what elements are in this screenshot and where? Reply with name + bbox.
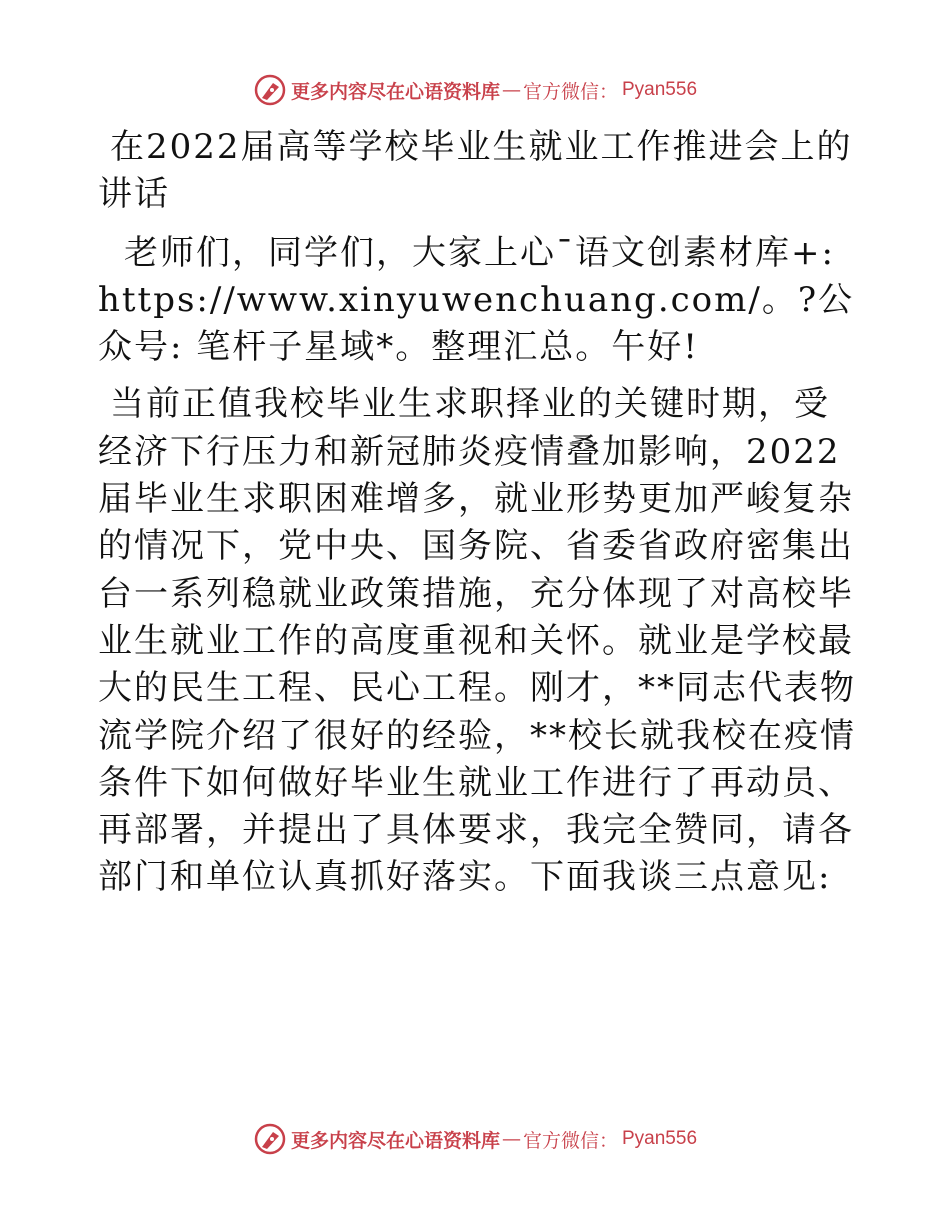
banner-wechat-label: 官方微信： — [522, 1129, 618, 1152]
banner-wechat-label: 官方微信： — [522, 80, 618, 103]
banner-separator: — — [501, 79, 521, 101]
greeting-paragraph: 老师们，同学们，大家上心¯语文创素材库+: https://www.xinyuwenchuang.com/。?公众号: 笔杆子星域*。整理汇总。午好! — [98, 232, 855, 368]
footer-banner — [0, 1119, 950, 1159]
banner-brand-text: 更多内容尽在心语资料库 — [290, 1129, 500, 1152]
document-body — [98, 124, 858, 902]
pen-nib-logo-icon — [253, 73, 287, 107]
pen-nib-logo-icon — [253, 1122, 287, 1156]
banner-wechat-id: Pyan556 — [622, 1128, 698, 1149]
header-banner — [0, 70, 950, 110]
banner-wechat-id: Pyan556 — [622, 79, 698, 100]
document-title: 在2022届高等学校毕业生就业工作推进会上的讲话 — [98, 127, 853, 215]
banner-brand-text: 更多内容尽在心语资料库 — [290, 80, 500, 103]
body-paragraph: 当前正值我校毕业生求职择业的关键时期，受经济下行压力和新冠肺炎疫情叠加影响，2022届毕业生求职困难增多，就业形势更加严峻复杂的情况下，党中央、国务院、省委省政府密集出台一系列稳就业政策措施，充分体现了对高校毕业生就业工作的高度重视和关怀。就业是学校最大的民生工程、民心工程。刚才，**同志代表物流学院介绍了很好的经验，**校长就我校在疫情条件下如何做好毕业生就业工作进行了再动员、再部署，并提出了具体要求，我完全赞同，请各部门和单位认真抓好落实。下面我谈三点意见: — [98, 384, 856, 898]
banner-separator: — — [501, 1128, 521, 1150]
